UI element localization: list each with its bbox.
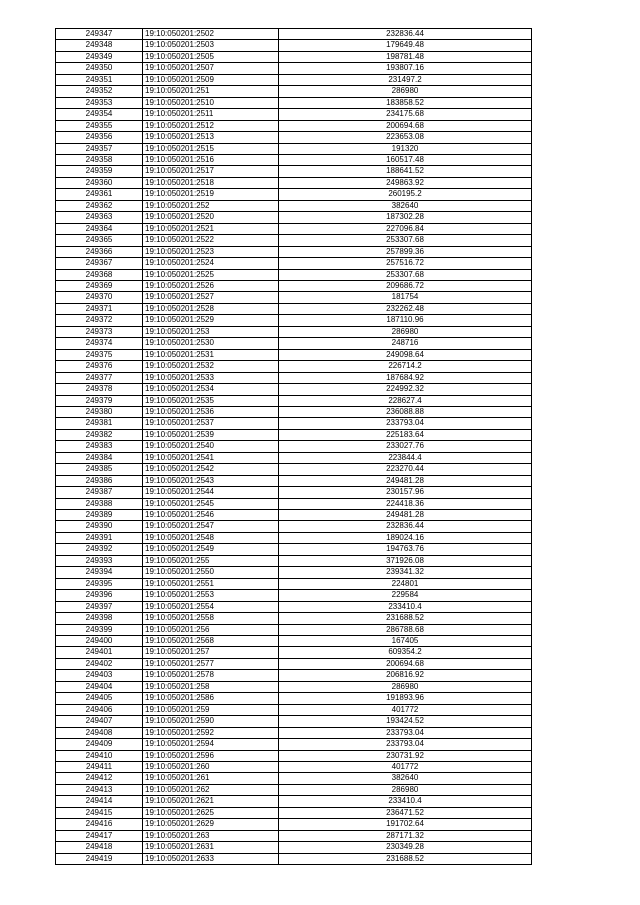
cadastral-value-cell: 249863.92	[279, 177, 532, 188]
table-row	[56, 51, 532, 62]
row-id-cell: 249395	[56, 578, 143, 589]
cadastral-value-cell: 230731.92	[279, 750, 532, 761]
cadastral-number-cell: 19:10:050201:2633	[143, 853, 279, 864]
cadastral-number-cell: 19:10:050201:257	[143, 647, 279, 658]
row-id-cell: 249375	[56, 349, 143, 360]
cadastral-value-cell: 160517.48	[279, 154, 532, 165]
cadastral-number-cell: 19:10:050201:2546	[143, 510, 279, 521]
row-id-cell: 249403	[56, 670, 143, 681]
table-row	[56, 303, 532, 314]
table-row	[56, 154, 532, 165]
cadastral-number-cell: 19:10:050201:2547	[143, 521, 279, 532]
table-row	[56, 555, 532, 566]
cadastral-value-cell: 382640	[279, 200, 532, 211]
row-id-cell: 249404	[56, 681, 143, 692]
cadastral-number-cell: 19:10:050201:2621	[143, 796, 279, 807]
row-id-cell: 249418	[56, 842, 143, 853]
cadastral-number-cell: 19:10:050201:2629	[143, 819, 279, 830]
row-id-cell: 249406	[56, 704, 143, 715]
cadastral-value-cell: 249098.64	[279, 349, 532, 360]
cadastral-number-cell: 19:10:050201:255	[143, 555, 279, 566]
table-row	[56, 464, 532, 475]
cadastral-value-cell: 232836.44	[279, 29, 532, 40]
cadastral-value-cell: 228627.4	[279, 395, 532, 406]
table-body	[56, 29, 532, 865]
row-id-cell: 249394	[56, 567, 143, 578]
cadastral-value-cell: 382640	[279, 773, 532, 784]
table-row	[56, 624, 532, 635]
cadastral-value-cell: 226714.2	[279, 361, 532, 372]
cadastral-value-cell: 181754	[279, 292, 532, 303]
table-row	[56, 647, 532, 658]
cadastral-value-cell: 224418.36	[279, 498, 532, 509]
table-row	[56, 269, 532, 280]
cadastral-value-cell: 191320	[279, 143, 532, 154]
row-id-cell: 249407	[56, 716, 143, 727]
row-id-cell: 249382	[56, 429, 143, 440]
cadastral-value-cell: 232262.48	[279, 303, 532, 314]
cadastral-value-cell: 179649.48	[279, 40, 532, 51]
row-id-cell: 249387	[56, 487, 143, 498]
table-row	[56, 532, 532, 543]
row-id-cell: 249360	[56, 177, 143, 188]
table-row	[56, 590, 532, 601]
row-id-cell: 249383	[56, 441, 143, 452]
table-row	[56, 441, 532, 452]
cadastral-number-cell: 19:10:050201:2532	[143, 361, 279, 372]
row-id-cell: 249399	[56, 624, 143, 635]
table-row	[56, 258, 532, 269]
cadastral-value-cell: 286980	[279, 86, 532, 97]
table-row	[56, 372, 532, 383]
row-id-cell: 249377	[56, 372, 143, 383]
table-row	[56, 830, 532, 841]
cadastral-number-cell: 19:10:050201:261	[143, 773, 279, 784]
row-id-cell: 249402	[56, 658, 143, 669]
cadastral-number-cell: 19:10:050201:2568	[143, 636, 279, 647]
row-id-cell: 249361	[56, 189, 143, 200]
table-row	[56, 63, 532, 74]
row-id-cell: 249356	[56, 132, 143, 143]
table-row	[56, 750, 532, 761]
table-row	[56, 132, 532, 143]
cadastral-value-cell: 187302.28	[279, 212, 532, 223]
cadastral-value-cell: 200694.68	[279, 120, 532, 131]
table-row	[56, 429, 532, 440]
cadastral-value-cell: 286980	[279, 681, 532, 692]
cadastral-number-cell: 19:10:050201:262	[143, 784, 279, 795]
cadastral-number-cell: 19:10:050201:258	[143, 681, 279, 692]
cadastral-value-cell: 249481.28	[279, 475, 532, 486]
row-id-cell: 249363	[56, 212, 143, 223]
row-id-cell: 249419	[56, 853, 143, 864]
cadastral-number-cell: 19:10:050201:2551	[143, 578, 279, 589]
cadastral-number-cell: 19:10:050201:2553	[143, 590, 279, 601]
cadastral-number-cell: 19:10:050201:2549	[143, 544, 279, 555]
table-row	[56, 842, 532, 853]
row-id-cell: 249348	[56, 40, 143, 51]
cadastral-number-cell: 19:10:050201:2533	[143, 372, 279, 383]
cadastral-number-cell: 19:10:050201:2524	[143, 258, 279, 269]
cadastral-number-cell: 19:10:050201:2530	[143, 338, 279, 349]
table-row	[56, 567, 532, 578]
row-id-cell: 249359	[56, 166, 143, 177]
cadastral-number-cell: 19:10:050201:2540	[143, 441, 279, 452]
row-id-cell: 249370	[56, 292, 143, 303]
cadastral-number-cell: 19:10:050201:2512	[143, 120, 279, 131]
table-row	[56, 452, 532, 463]
cadastral-value-cell: 188641.52	[279, 166, 532, 177]
cadastral-number-cell: 19:10:050201:2505	[143, 51, 279, 62]
row-id-cell: 249389	[56, 510, 143, 521]
row-id-cell: 249365	[56, 235, 143, 246]
row-id-cell: 249416	[56, 819, 143, 830]
table-row	[56, 246, 532, 257]
cadastral-value-cell: 239341.32	[279, 567, 532, 578]
row-id-cell: 249368	[56, 269, 143, 280]
cadastral-number-cell: 19:10:050201:2519	[143, 189, 279, 200]
table-row	[56, 796, 532, 807]
cadastral-value-cell: 286788.68	[279, 624, 532, 635]
table-row	[56, 739, 532, 750]
cadastral-number-cell: 19:10:050201:2517	[143, 166, 279, 177]
cadastral-value-cell: 193807.16	[279, 63, 532, 74]
table-row	[56, 853, 532, 864]
cadastral-number-cell: 19:10:050201:2523	[143, 246, 279, 257]
cadastral-number-cell: 19:10:050201:2590	[143, 716, 279, 727]
cadastral-value-cell: 260195.2	[279, 189, 532, 200]
row-id-cell: 249391	[56, 532, 143, 543]
cadastral-value-cell: 233793.04	[279, 727, 532, 738]
cadastral-value-cell: 191702.64	[279, 819, 532, 830]
row-id-cell: 249350	[56, 63, 143, 74]
table-row	[56, 807, 532, 818]
row-id-cell: 249364	[56, 223, 143, 234]
cadastral-value-cell: 248716	[279, 338, 532, 349]
cadastral-value-cell: 231688.52	[279, 613, 532, 624]
row-id-cell: 249374	[56, 338, 143, 349]
cadastral-number-cell: 19:10:050201:2509	[143, 74, 279, 85]
cadastral-value-cell: 371926.08	[279, 555, 532, 566]
cadastral-value-cell: 230349.28	[279, 842, 532, 853]
cadastral-number-cell: 19:10:050201:2586	[143, 693, 279, 704]
cadastral-number-cell: 19:10:050201:2539	[143, 429, 279, 440]
table-row	[56, 74, 532, 85]
cadastral-value-cell: 286980	[279, 326, 532, 337]
cadastral-value-cell: 223270.44	[279, 464, 532, 475]
table-row	[56, 326, 532, 337]
table-row	[56, 693, 532, 704]
table-row	[56, 349, 532, 360]
row-id-cell: 249388	[56, 498, 143, 509]
row-id-cell: 249410	[56, 750, 143, 761]
table-row	[56, 338, 532, 349]
cadastral-value-cell: 206816.92	[279, 670, 532, 681]
table-row	[56, 704, 532, 715]
row-id-cell: 249349	[56, 51, 143, 62]
table-row	[56, 40, 532, 51]
cadastral-number-cell: 19:10:050201:2513	[143, 132, 279, 143]
cadastral-value-cell: 401772	[279, 704, 532, 715]
cadastral-value-cell: 167405	[279, 636, 532, 647]
table-row	[56, 86, 532, 97]
row-id-cell: 249351	[56, 74, 143, 85]
row-id-cell: 249373	[56, 326, 143, 337]
cadastral-value-cell: 229584	[279, 590, 532, 601]
row-id-cell: 249379	[56, 395, 143, 406]
cadastral-value-cell: 236088.88	[279, 406, 532, 417]
row-id-cell: 249397	[56, 601, 143, 612]
row-id-cell: 249369	[56, 280, 143, 291]
cadastral-value-cell: 249481.28	[279, 510, 532, 521]
cadastral-value-cell: 198781.48	[279, 51, 532, 62]
cadastral-number-cell: 19:10:050201:2529	[143, 315, 279, 326]
row-id-cell: 249417	[56, 830, 143, 841]
cadastral-number-cell: 19:10:050201:2625	[143, 807, 279, 818]
cadastral-number-cell: 19:10:050201:2527	[143, 292, 279, 303]
row-id-cell: 249400	[56, 636, 143, 647]
row-id-cell: 249367	[56, 258, 143, 269]
table-row	[56, 143, 532, 154]
row-id-cell: 249409	[56, 739, 143, 750]
table-row	[56, 97, 532, 108]
table-row	[56, 521, 532, 532]
table-row	[56, 670, 532, 681]
cadastral-number-cell: 19:10:050201:2544	[143, 487, 279, 498]
row-id-cell: 249413	[56, 784, 143, 795]
row-id-cell: 249347	[56, 29, 143, 40]
cadastral-value-cell: 227096.84	[279, 223, 532, 234]
table-row	[56, 361, 532, 372]
cadastral-value-cell: 253307.68	[279, 235, 532, 246]
row-id-cell: 249390	[56, 521, 143, 532]
row-id-cell: 249372	[56, 315, 143, 326]
cadastral-number-cell: 19:10:050201:2550	[143, 567, 279, 578]
table-row	[56, 235, 532, 246]
cadastral-value-cell: 236471.52	[279, 807, 532, 818]
cadastral-number-cell: 19:10:050201:2596	[143, 750, 279, 761]
table-row	[56, 773, 532, 784]
cadastral-number-cell: 19:10:050201:2520	[143, 212, 279, 223]
cadastral-number-cell: 19:10:050201:252	[143, 200, 279, 211]
cadastral-value-table	[55, 28, 532, 865]
cadastral-value-cell: 257516.72	[279, 258, 532, 269]
cadastral-number-cell: 19:10:050201:2542	[143, 464, 279, 475]
cadastral-number-cell: 19:10:050201:259	[143, 704, 279, 715]
row-id-cell: 249378	[56, 384, 143, 395]
cadastral-number-cell: 19:10:050201:2545	[143, 498, 279, 509]
cadastral-number-cell: 19:10:050201:2515	[143, 143, 279, 154]
cadastral-number-cell: 19:10:050201:2577	[143, 658, 279, 669]
cadastral-number-cell: 19:10:050201:2537	[143, 418, 279, 429]
cadastral-value-cell: 234175.68	[279, 109, 532, 120]
table-row	[56, 727, 532, 738]
cadastral-value-cell: 193424.52	[279, 716, 532, 727]
cadastral-number-cell: 19:10:050201:2522	[143, 235, 279, 246]
row-id-cell: 249381	[56, 418, 143, 429]
row-id-cell: 249386	[56, 475, 143, 486]
cadastral-number-cell: 19:10:050201:2518	[143, 177, 279, 188]
table-row	[56, 395, 532, 406]
row-id-cell: 249376	[56, 361, 143, 372]
table-row	[56, 613, 532, 624]
cadastral-number-cell: 19:10:050201:2525	[143, 269, 279, 280]
cadastral-number-cell: 19:10:050201:2503	[143, 40, 279, 51]
cadastral-value-cell: 200694.68	[279, 658, 532, 669]
table-row	[56, 658, 532, 669]
cadastral-number-cell: 19:10:050201:2511	[143, 109, 279, 120]
row-id-cell: 249355	[56, 120, 143, 131]
table-row	[56, 280, 532, 291]
cadastral-number-cell: 19:10:050201:2543	[143, 475, 279, 486]
cadastral-number-cell: 19:10:050201:2502	[143, 29, 279, 40]
cadastral-number-cell: 19:10:050201:2507	[143, 63, 279, 74]
row-id-cell: 249401	[56, 647, 143, 658]
table-row	[56, 315, 532, 326]
table-row	[56, 29, 532, 40]
cadastral-number-cell: 19:10:050201:253	[143, 326, 279, 337]
cadastral-value-cell: 230157.96	[279, 487, 532, 498]
row-id-cell: 249396	[56, 590, 143, 601]
cadastral-value-cell: 401772	[279, 762, 532, 773]
table-row	[56, 223, 532, 234]
table-row	[56, 819, 532, 830]
row-id-cell: 249408	[56, 727, 143, 738]
cadastral-value-cell: 233410.4	[279, 796, 532, 807]
row-id-cell: 249354	[56, 109, 143, 120]
row-id-cell: 249412	[56, 773, 143, 784]
cadastral-value-cell: 233027.76	[279, 441, 532, 452]
table-row	[56, 384, 532, 395]
table-row	[56, 177, 532, 188]
row-id-cell: 249352	[56, 86, 143, 97]
cadastral-value-cell: 189024.16	[279, 532, 532, 543]
row-id-cell: 249371	[56, 303, 143, 314]
cadastral-value-cell: 253307.68	[279, 269, 532, 280]
table-row	[56, 418, 532, 429]
cadastral-value-cell: 183858.52	[279, 97, 532, 108]
cadastral-value-cell: 194763.76	[279, 544, 532, 555]
cadastral-value-cell: 257899.36	[279, 246, 532, 257]
cadastral-number-cell: 19:10:050201:2516	[143, 154, 279, 165]
cadastral-number-cell: 19:10:050201:2541	[143, 452, 279, 463]
table-row	[56, 109, 532, 120]
table-row	[56, 578, 532, 589]
table-row	[56, 487, 532, 498]
row-id-cell: 249366	[56, 246, 143, 257]
cadastral-value-cell: 609354.2	[279, 647, 532, 658]
cadastral-number-cell: 19:10:050201:2528	[143, 303, 279, 314]
cadastral-number-cell: 19:10:050201:2594	[143, 739, 279, 750]
cadastral-value-cell: 233793.04	[279, 739, 532, 750]
cadastral-number-cell: 19:10:050201:2548	[143, 532, 279, 543]
row-id-cell: 249357	[56, 143, 143, 154]
cadastral-number-cell: 19:10:050201:251	[143, 86, 279, 97]
table-row	[56, 212, 532, 223]
cadastral-value-cell: 191893.96	[279, 693, 532, 704]
cadastral-value-cell: 187684.92	[279, 372, 532, 383]
cadastral-number-cell: 19:10:050201:2536	[143, 406, 279, 417]
cadastral-value-cell: 187110.96	[279, 315, 532, 326]
cadastral-value-cell: 224992.32	[279, 384, 532, 395]
cadastral-value-cell: 233410.4	[279, 601, 532, 612]
row-id-cell: 249392	[56, 544, 143, 555]
cadastral-number-cell: 19:10:050201:2526	[143, 280, 279, 291]
row-id-cell: 249411	[56, 762, 143, 773]
cadastral-number-cell: 19:10:050201:2592	[143, 727, 279, 738]
row-id-cell: 249405	[56, 693, 143, 704]
row-id-cell: 249393	[56, 555, 143, 566]
cadastral-number-cell: 19:10:050201:260	[143, 762, 279, 773]
table-row	[56, 510, 532, 521]
table-row	[56, 762, 532, 773]
cadastral-number-cell: 19:10:050201:2554	[143, 601, 279, 612]
cadastral-number-cell: 19:10:050201:2510	[143, 97, 279, 108]
table-row	[56, 784, 532, 795]
cadastral-value-cell: 287171.32	[279, 830, 532, 841]
cadastral-value-cell: 233793.04	[279, 418, 532, 429]
cadastral-number-cell: 19:10:050201:2521	[143, 223, 279, 234]
cadastral-number-cell: 19:10:050201:256	[143, 624, 279, 635]
cadastral-value-cell: 231497.2	[279, 74, 532, 85]
cadastral-value-cell: 223844.4	[279, 452, 532, 463]
row-id-cell: 249385	[56, 464, 143, 475]
table-row	[56, 498, 532, 509]
cadastral-number-cell: 19:10:050201:2534	[143, 384, 279, 395]
table-row	[56, 120, 532, 131]
row-id-cell: 249362	[56, 200, 143, 211]
row-id-cell: 249384	[56, 452, 143, 463]
table-row	[56, 166, 532, 177]
row-id-cell: 249415	[56, 807, 143, 818]
table-row	[56, 681, 532, 692]
cadastral-number-cell: 19:10:050201:2531	[143, 349, 279, 360]
table-row	[56, 475, 532, 486]
cadastral-value-cell: 225183.64	[279, 429, 532, 440]
table-row	[56, 636, 532, 647]
table-row	[56, 601, 532, 612]
table-row	[56, 292, 532, 303]
table-row	[56, 189, 532, 200]
cadastral-number-cell: 19:10:050201:2578	[143, 670, 279, 681]
cadastral-value-cell: 231688.52	[279, 853, 532, 864]
table-row	[56, 200, 532, 211]
cadastral-value-cell: 286980	[279, 784, 532, 795]
table-row	[56, 716, 532, 727]
row-id-cell: 249398	[56, 613, 143, 624]
cadastral-value-cell: 223653.08	[279, 132, 532, 143]
row-id-cell: 249380	[56, 406, 143, 417]
cadastral-number-cell: 19:10:050201:263	[143, 830, 279, 841]
cadastral-value-cell: 224801	[279, 578, 532, 589]
table-row	[56, 544, 532, 555]
row-id-cell: 249358	[56, 154, 143, 165]
cadastral-number-cell: 19:10:050201:2631	[143, 842, 279, 853]
cadastral-value-cell: 209686.72	[279, 280, 532, 291]
row-id-cell: 249353	[56, 97, 143, 108]
row-id-cell: 249414	[56, 796, 143, 807]
table-row	[56, 406, 532, 417]
cadastral-number-cell: 19:10:050201:2535	[143, 395, 279, 406]
cadastral-value-cell: 232836.44	[279, 521, 532, 532]
cadastral-number-cell: 19:10:050201:2558	[143, 613, 279, 624]
